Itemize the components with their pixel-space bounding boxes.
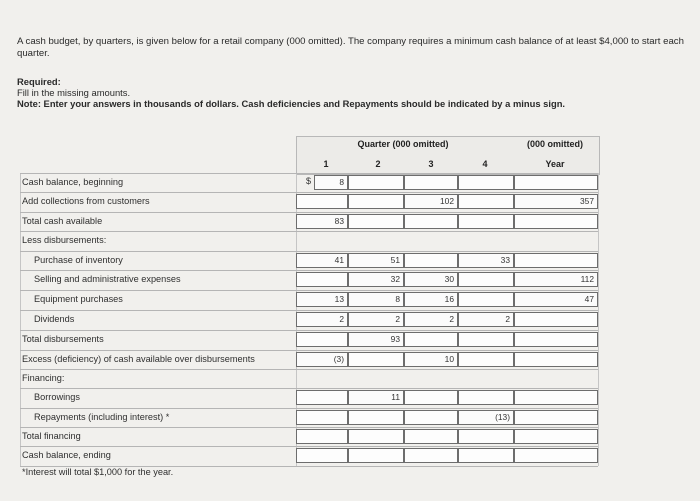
row-label: Repayments (including interest) * [34, 412, 170, 422]
cell-year-input[interactable]: 357 [514, 194, 598, 209]
row-divider [20, 310, 598, 311]
cell-q4-input[interactable] [458, 390, 514, 405]
header-year: Year [545, 159, 565, 169]
row-label: Borrowings [34, 392, 80, 402]
cell-q1-input[interactable]: 41 [296, 253, 348, 268]
row-label: Dividends [34, 314, 75, 324]
row-label: Total disbursements [22, 334, 104, 344]
table-grid-line [598, 173, 599, 466]
cell-q3-input[interactable] [404, 390, 458, 405]
required-label: Required: [17, 76, 61, 87]
cell-q2-input[interactable]: 11 [348, 390, 404, 405]
cell-q3-input[interactable] [404, 175, 458, 190]
cell-q2-input[interactable]: 51 [348, 253, 404, 268]
header-q3: 3 [428, 159, 434, 169]
cell-q2-input[interactable] [348, 448, 404, 463]
dollar-sign: $ [306, 176, 312, 186]
row-divider [20, 388, 598, 389]
cell-year-input[interactable] [514, 448, 598, 463]
cell-q4-input[interactable] [458, 175, 514, 190]
cell-q3-input[interactable]: 10 [404, 352, 458, 367]
row-label: Cash balance, beginning [22, 177, 124, 187]
cell-q3-input[interactable] [404, 448, 458, 463]
cell-year-input[interactable] [514, 429, 598, 444]
cell-q4-input[interactable] [458, 194, 514, 209]
cell-year-input[interactable] [514, 253, 598, 268]
row-divider [20, 192, 598, 193]
cell-q4-input[interactable]: 2 [458, 312, 514, 327]
row-divider [20, 173, 598, 174]
cell-q1-input[interactable] [296, 332, 348, 347]
cell-q1-input[interactable] [296, 272, 348, 287]
footnote: *Interest will total $1,000 for the year. [22, 467, 174, 477]
cell-year-input[interactable]: 47 [514, 292, 598, 307]
cell-q1-input[interactable] [296, 448, 348, 463]
cell-q4-input[interactable]: 33 [458, 253, 514, 268]
required-text: Fill in the missing amounts. [17, 87, 131, 98]
cell-q3-input[interactable]: 102 [404, 194, 458, 209]
row-divider [20, 330, 598, 331]
cell-q3-input[interactable] [404, 214, 458, 229]
cell-q1-input[interactable] [296, 429, 348, 444]
cell-q3-input[interactable] [404, 332, 458, 347]
cell-year-input[interactable]: 112 [514, 272, 598, 287]
cell-q2-input[interactable]: 8 [348, 292, 404, 307]
row-divider [20, 350, 598, 351]
header-q2: 2 [375, 159, 381, 169]
cell-year-input[interactable] [514, 312, 598, 327]
row-label: Less disbursements: [22, 235, 107, 245]
cell-q2-input[interactable] [348, 194, 404, 209]
row-label: Add collections from customers [22, 196, 150, 206]
header-year-group: (000 omitted) [526, 139, 583, 149]
cell-q4-input[interactable] [458, 332, 514, 347]
cell-q2-input[interactable]: 2 [348, 312, 404, 327]
row-divider [20, 290, 598, 291]
cell-year-input[interactable] [514, 410, 598, 425]
row-divider [20, 427, 598, 428]
row-divider [20, 408, 598, 409]
cell-q4-input[interactable] [458, 352, 514, 367]
row-label: Total financing [22, 431, 81, 441]
cell-q2-input[interactable] [348, 410, 404, 425]
row-label: Selling and administrative expenses [34, 274, 181, 284]
cell-q4-input[interactable]: (13) [458, 410, 514, 425]
cell-q1-input[interactable]: 13 [296, 292, 348, 307]
cell-year-input[interactable] [514, 390, 598, 405]
cell-q2-input[interactable] [348, 352, 404, 367]
cell-q3-input[interactable]: 2 [404, 312, 458, 327]
cell-q1-input[interactable]: (3) [296, 352, 348, 367]
cell-q1-input[interactable]: 2 [296, 312, 348, 327]
row-label: Equipment purchases [34, 294, 123, 304]
row-label: Financing: [22, 373, 65, 383]
cell-q3-input[interactable] [404, 410, 458, 425]
table-grid-line [20, 173, 21, 466]
cell-q2-input[interactable] [348, 429, 404, 444]
cell-q2-input[interactable]: 32 [348, 272, 404, 287]
requirements [17, 76, 565, 109]
header-q1: 1 [323, 159, 329, 169]
cell-q2-input[interactable]: 93 [348, 332, 404, 347]
cell-q1-input[interactable] [296, 410, 348, 425]
cell-q4-input[interactable] [458, 214, 514, 229]
cell-q3-input[interactable] [404, 253, 458, 268]
cell-year-input[interactable] [514, 214, 598, 229]
cell-q2-input[interactable] [348, 214, 404, 229]
row-label: Total cash available [22, 216, 103, 226]
problem-intro: A cash budget, by quarters, is given below for a retail company (000 omitted). The company requires a minimum cash balance of at least $4,000 to start each quarter. [17, 36, 684, 59]
cell-q2-input[interactable] [348, 175, 404, 190]
cell-year-input[interactable] [514, 332, 598, 347]
row-divider [20, 231, 598, 232]
cell-q1-input[interactable] [296, 194, 348, 209]
row-divider [20, 270, 598, 271]
header-quarter-group: Quarter (000 omitted) [357, 139, 449, 149]
header-q4: 4 [482, 159, 488, 169]
cell-q4-input[interactable] [458, 448, 514, 463]
cell-q3-input[interactable]: 16 [404, 292, 458, 307]
row-divider [20, 446, 598, 447]
cell-q4-input[interactable] [458, 272, 514, 287]
row-divider [20, 251, 598, 252]
cell-q3-input[interactable]: 30 [404, 272, 458, 287]
cell-q3-input[interactable] [404, 429, 458, 444]
cell-year-input[interactable] [514, 175, 598, 190]
answer-note: Note: Enter your answers in thousands of dollars. Cash deficiencies and Repayments should be indicated by a minus sign. [17, 98, 566, 109]
cell-q4-input[interactable] [458, 292, 514, 307]
row-divider [20, 212, 598, 213]
cell-year-input[interactable] [514, 352, 598, 367]
cell-q1-input[interactable] [296, 390, 348, 405]
row-divider [20, 369, 598, 370]
row-label: Cash balance, ending [22, 450, 111, 460]
cell-q1-input[interactable]: 83 [296, 214, 348, 229]
row-label: Purchase of inventory [34, 255, 123, 265]
row-label: Excess (deficiency) of cash available over disbursements [22, 354, 255, 364]
cell-q1-input[interactable]: 8 [314, 175, 348, 190]
cell-q4-input[interactable] [458, 429, 514, 444]
